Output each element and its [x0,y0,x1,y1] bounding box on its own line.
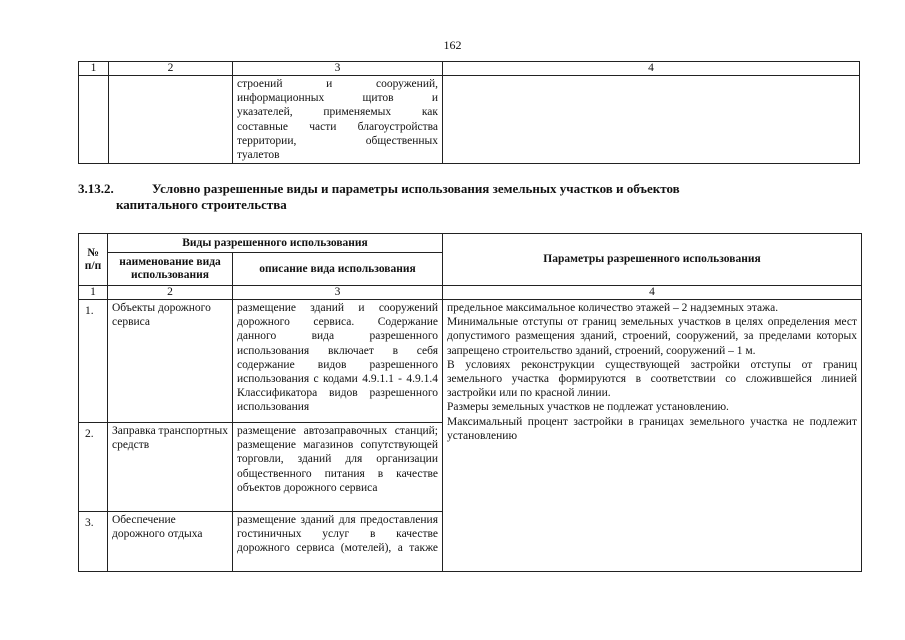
section-title-line1: Условно разрешенные виды и параметры использования земельных участков и объектов [152,181,680,196]
row-description: размещение зданий для предоставления гостиничных услуг в качестве дорожного сервиса (мотелей), а также [233,512,443,572]
row-description: размещение зданий и сооружений дорожного сервиса. Содержание данного вида разрешенного использования включает в себя содержание видов разрешенного использования с кодами 4.9.1.1 - 4.9.1.4 Классификатора видов разрешенного использования [233,300,443,423]
row-description-cell [233,76,443,164]
description-line: строений и сооружений, [237,78,438,90]
row-name: Обеспечение дорожного отдыха [108,512,233,572]
row-name-cell [109,76,233,164]
land-use-table [78,233,862,572]
index-cell-3: 3 [233,286,443,300]
row-number: 2. [79,423,108,512]
description-line: составные части благоустройства [237,120,438,133]
row-number: 1. [79,300,108,423]
header-params: Параметры разрешенного использования [443,234,862,286]
page-number: 162 [443,38,462,52]
continued-table [78,61,860,164]
row-number-cell [79,76,109,164]
row-name: Заправка транспортных средств [108,423,233,512]
header-group: Виды разрешенного использования [108,234,443,253]
description-line: информационных щитов и [237,92,438,105]
row-params-cell [443,76,860,164]
param-setbacks: Минимальные отступы от границ земельных участков в целях определения мест допустимого размещения зданий, строений, сооружений, за пределами которых запрещено строительство зданий, строений, сооружений – 1 м. [447,316,857,357]
description-line: территории, общественных [237,134,438,147]
index-cell-4: 4 [443,286,862,300]
continued-table-header [79,62,860,76]
section-title-line2: капитального строительства [116,197,287,212]
param-reconstruction: В условиях реконструкции существующей застройки отступы от границ земельного участка формируются в соответствии со сложившейся линией застройки или по красной линии. [447,358,857,400]
header-description: описание вида использования [233,253,443,286]
param-plot-sizes: Размеры земельных участков не подлежат установлению. [447,401,729,414]
row-number: 3. [79,512,108,572]
header-name: наименование вида использования [108,253,233,286]
param-coverage: Максимальный процент застройки в границах земельного участка не подлежит установлению [447,415,857,442]
table-index-row [79,286,862,300]
param-floors: предельное максимальное количество этажей – 2 надземных этажа. [447,302,779,314]
section-heading [78,181,868,213]
column-index-4: 4 [443,62,860,76]
column-index-2: 2 [109,62,233,76]
column-index-3: 3 [233,62,443,76]
row-description: размещение автозаправочных станций; размещение магазинов сопутствующей торговли, зданий для организации общественного питания в качестве объектов дорожного сервиса [233,423,443,512]
index-cell-1: 1 [79,286,108,300]
description-line: туалетов [237,149,280,162]
column-index-1: 1 [79,62,109,76]
description-line: указателей, применяемых как [237,106,438,119]
header-num: № п/п [79,234,108,286]
table-header-row-1 [79,234,862,253]
row-name: Объекты дорожного сервиса [108,300,233,423]
row-params [443,300,862,572]
section-number: 3.13.2. [78,181,114,196]
index-cell-2: 2 [108,286,233,300]
continued-table-row [79,76,860,164]
table-row [79,300,862,423]
